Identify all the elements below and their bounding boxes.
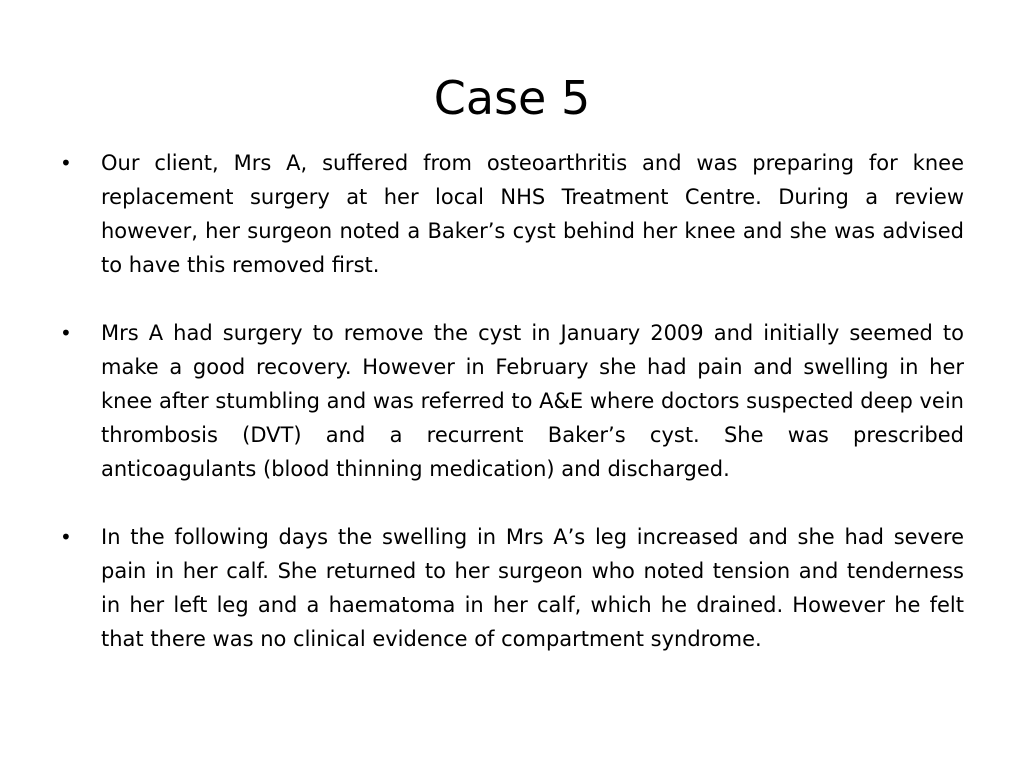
bullet-text-3: In the following days the swelling in Mrs A’s leg increased and she had severe pain in her calf. She returned to her surgeon who noted tension and tenderness in her left leg and a haematoma in her calf, which he drained. However he felt that there was no clinical evidence of compartment syndrome. (101, 525, 964, 651)
bullet-item-3 (60, 520, 964, 656)
bullet-text-2: Mrs A had surgery to remove the cyst in January 2009 and initially seemed to make a good recovery. However in February she had pain and swelling in her knee after stumbling and was referred to A&E where doctors suspected deep vein thrombosis (DVT) and a recurrent Baker’s cyst. She was prescribed anticoagulants (blood thinning medication) and discharged. (101, 321, 964, 481)
bullet-icon: • (60, 321, 72, 345)
bullet-text-1: Our client, Mrs A, suffered from osteoarthritis and was preparing for knee replacement surgery at her local NHS Treatment Centre. During a review however, her surgeon noted a Baker’s cyst behind her knee and she was advised to have this removed first. (101, 151, 964, 277)
bullet-item-2 (60, 316, 964, 486)
bullet-icon: • (60, 525, 72, 549)
bullet-list (60, 146, 964, 656)
slide-title: Case 5 (433, 71, 591, 125)
bullet-icon: • (60, 151, 72, 175)
bullet-item-1 (60, 146, 964, 282)
